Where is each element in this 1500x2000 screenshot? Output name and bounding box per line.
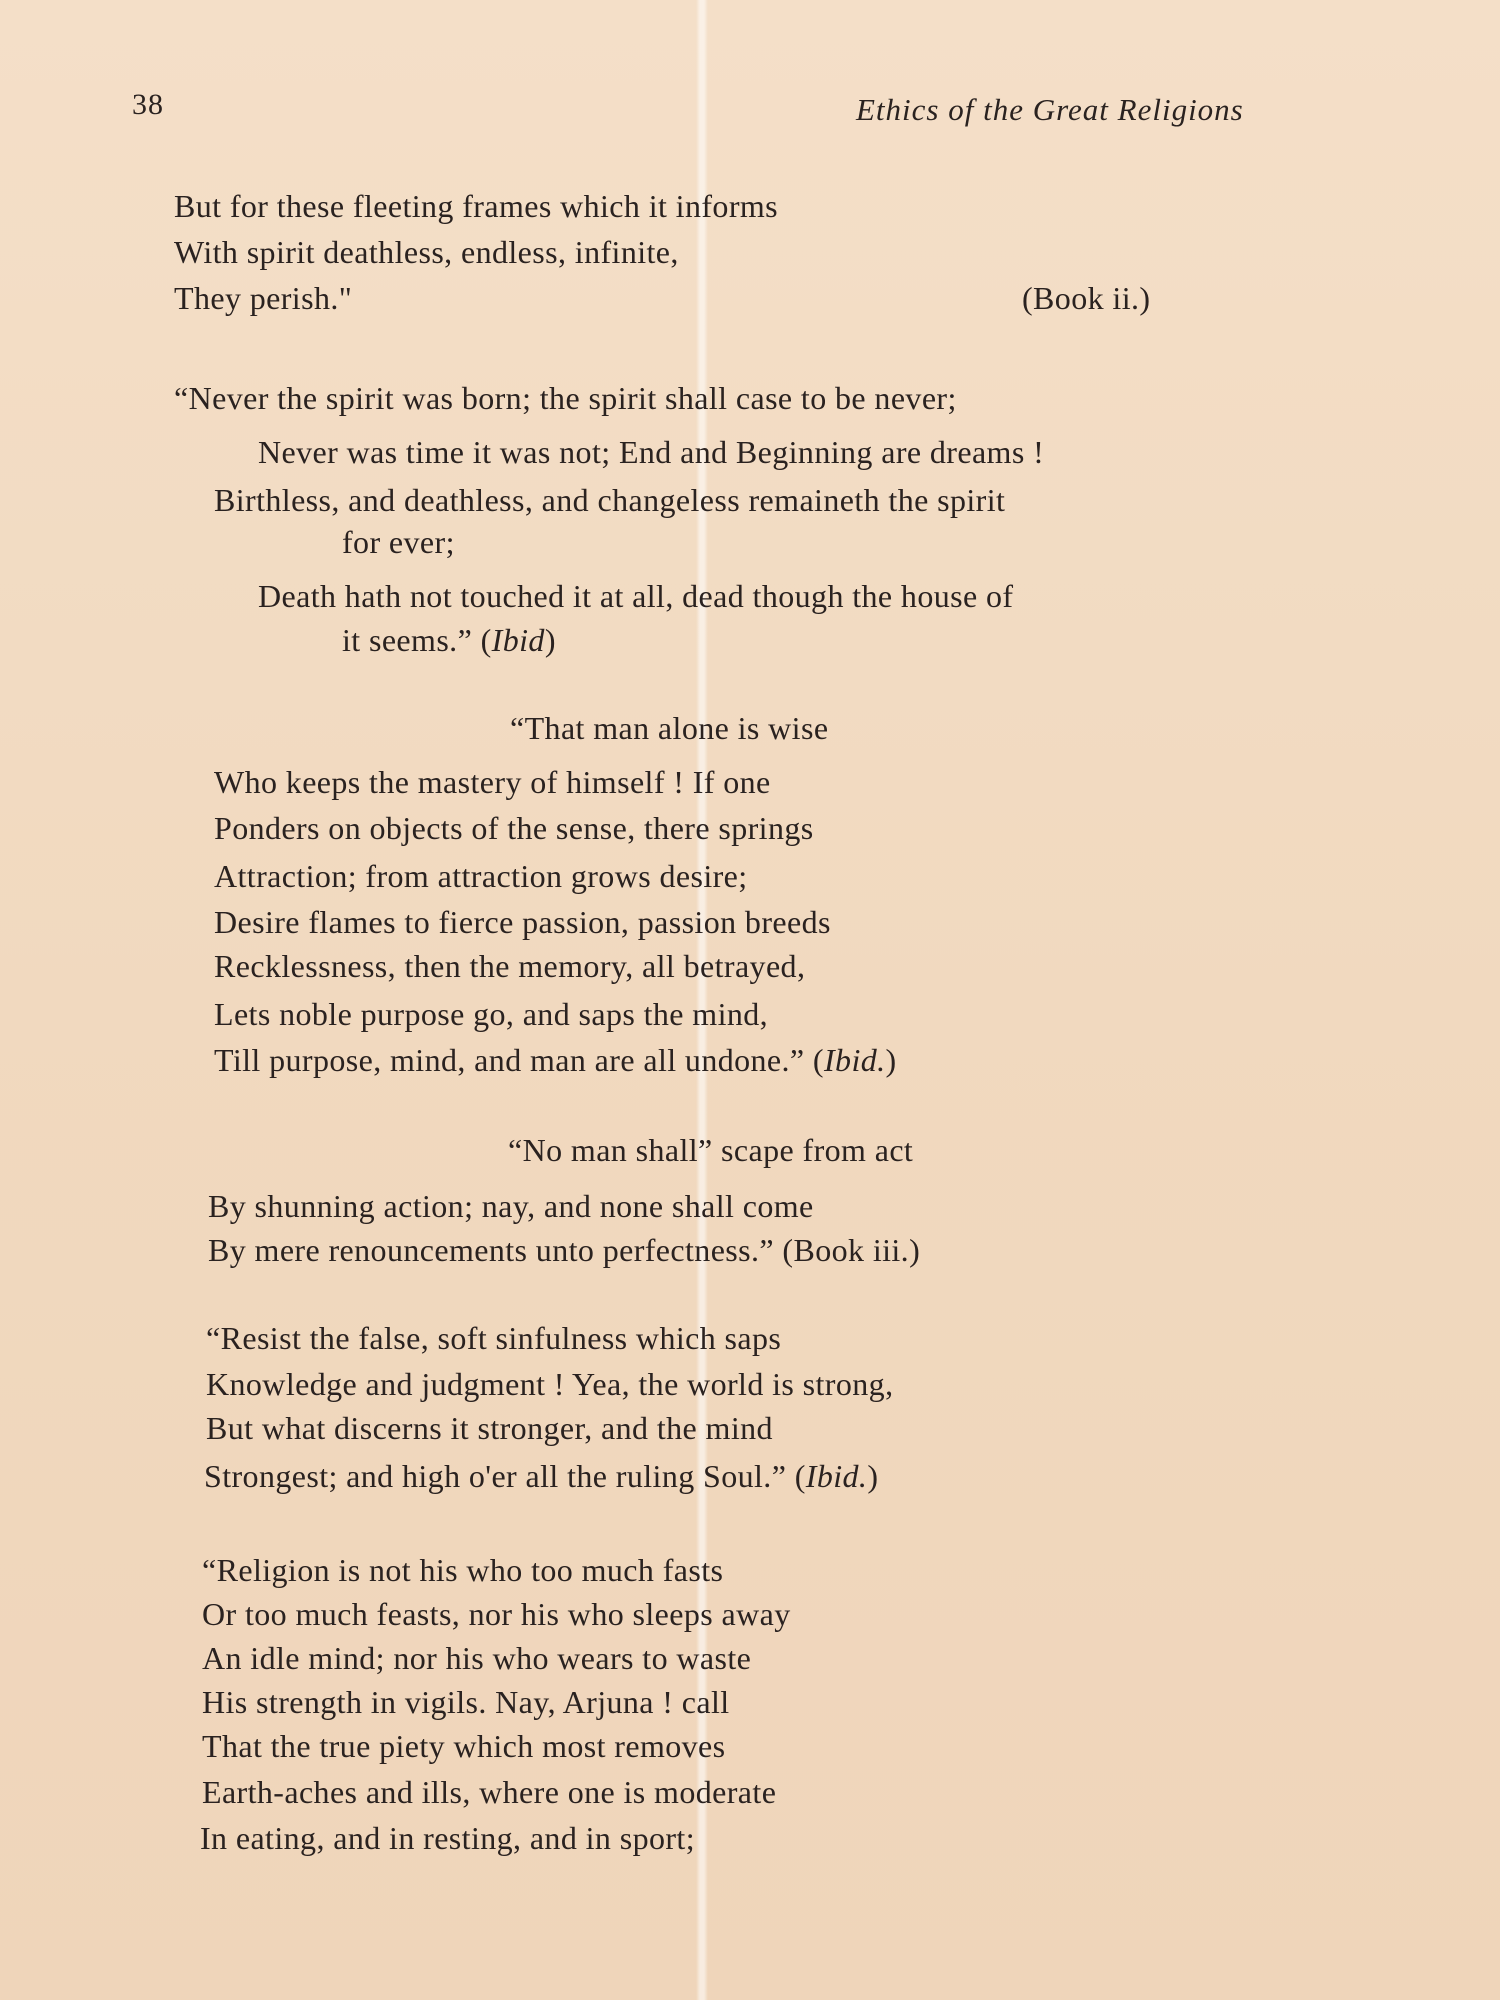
verse-line: They perish." — [174, 280, 353, 316]
verse-line: An idle mind; nor his who wears to waste — [202, 1640, 752, 1676]
verse-line — [342, 620, 556, 660]
verse-line: That the true piety which most removes — [202, 1728, 726, 1764]
running-head: Ethics of the Great Religions — [856, 92, 1244, 127]
verse-line: Lets noble purpose go, and saps the mind, — [214, 996, 769, 1032]
verse-line: Knowledge and judgment ! Yea, the world is strong, — [206, 1366, 894, 1402]
verse-text: ) — [544, 622, 556, 658]
verse-line: “Religion is not his who too much fasts — [202, 1552, 724, 1588]
verse-line: Attraction; from attraction grows desire; — [214, 858, 748, 894]
verse-line: His strength in vigils. Nay, Arjuna ! call — [202, 1684, 730, 1720]
verse-line: for ever; — [342, 524, 455, 560]
verse-line: Or too much feasts, nor his who sleeps away — [202, 1596, 791, 1632]
verse-line: Recklessness, then the memory, all betrayed, — [214, 948, 806, 984]
verse-text: ) — [867, 1458, 879, 1494]
verse-line: Who keeps the mastery of himself ! If one — [214, 764, 771, 800]
verse-line: Birthless, and deathless, and changeless remaineth the spirit — [214, 482, 1006, 518]
verse-line: Earth-aches and ills, where one is moderate — [202, 1774, 777, 1810]
verse-line: “That man alone is wise — [510, 710, 829, 746]
verse-line: With spirit deathless, endless, infinite, — [174, 234, 679, 270]
verse-line: By mere renouncements unto perfectness.” (Book iii.) — [208, 1232, 921, 1268]
citation-ibid: Ibid. — [805, 1458, 868, 1494]
verse-line: By shunning action; nay, and none shall come — [208, 1188, 814, 1224]
citation-ibid: Ibid — [491, 622, 545, 658]
citation-ibid: Ibid. — [824, 1042, 886, 1078]
verse-line: “No man shall” scape from act — [508, 1132, 914, 1168]
page-number: 38 — [132, 88, 164, 121]
verse-line: But what discerns it stronger, and the mind — [206, 1410, 773, 1446]
verse-line: Death hath not touched it at all, dead though the house of — [258, 578, 1014, 614]
verse-line: “Resist the false, soft sinfulness which saps — [206, 1320, 782, 1356]
citation: (Book ii.) — [1022, 280, 1151, 316]
verse-text: it seems.” ( — [342, 622, 492, 658]
verse-line — [214, 1040, 897, 1080]
verse-text: Till purpose, mind, and man are all undone.” ( — [214, 1042, 824, 1078]
verse-line: In eating, and in resting, and in sport; — [200, 1820, 696, 1856]
verse-text: ) — [885, 1042, 897, 1078]
verse-line: “Never the spirit was born; the spirit shall case to be never; — [174, 380, 957, 416]
verse-text: Strongest; and high o'er all the ruling Soul.” ( — [204, 1458, 806, 1494]
verse-line: Desire flames to fierce passion, passion breeds — [214, 904, 831, 940]
verse-line: Ponders on objects of the sense, there springs — [214, 810, 814, 846]
verse-line: Never was time it was not; End and Beginning are dreams ! — [258, 434, 1045, 470]
verse-line — [204, 1456, 878, 1496]
verse-line: But for these fleeting frames which it informs — [174, 188, 779, 224]
